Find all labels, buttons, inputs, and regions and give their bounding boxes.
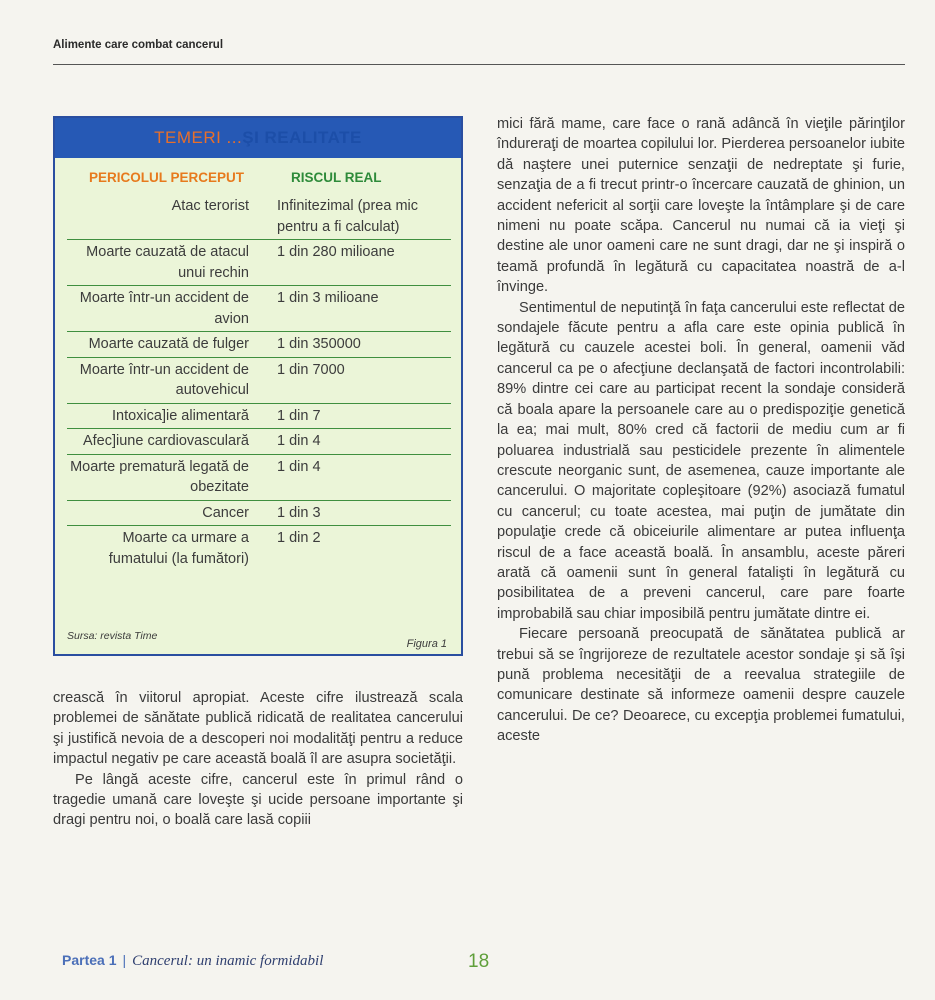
footer-separator: | (122, 952, 127, 968)
real-risk-cell: 1 din 4 (277, 433, 321, 449)
header-perceived-danger: PERICOLUL PERCEPUT (89, 170, 245, 185)
risk-row (67, 286, 451, 332)
header-real-risk: RISCUL REAL (291, 170, 382, 185)
running-header: Alimente care combat cancerul (53, 39, 224, 51)
perceived-danger-cell: Moarte ca urmare a fumatului (la fumători) (108, 530, 249, 567)
paragraph: Pe lângă aceste cifre, cancerul este în primul rând o tragedie umană care loveşte şi ucide persoane importante şi dragi pentru noi, o boală care lasă copiii (53, 771, 463, 829)
footer-part: Partea 1 (62, 952, 117, 968)
real-risk-cell: 1 din 3 (277, 504, 321, 521)
real-risk-cell: 1 din 7 (277, 407, 321, 424)
real-risk-cell: 1 din 4 (277, 458, 321, 475)
right-text-column (497, 114, 905, 747)
risk-row (67, 501, 451, 527)
perceived-danger-cell: Intoxica]ie alimentară (111, 407, 249, 424)
perceived-danger-cell: Moarte cauzată de atacul unui rechin (86, 244, 249, 281)
risk-row (67, 332, 451, 358)
real-risk-cell: Infinitezimal (prea mic pentru a fi calculat) (277, 198, 419, 235)
perceived-danger-cell: Cancer (202, 504, 249, 521)
real-risk-cell: 1 din 350000 (277, 336, 361, 352)
perceived-danger-cell: Moarte cauzată de fulger (88, 336, 249, 352)
risk-row (67, 429, 451, 455)
real-risk-cell: 1 din 3 milioane (277, 290, 379, 306)
perceived-danger-cell: Moarte într-un accident de avion (79, 290, 249, 327)
perceived-danger-cell: Atac terorist (171, 198, 249, 214)
header-divider (53, 64, 905, 65)
figure-source: Sursa: revista Time (67, 630, 158, 642)
banner-text-reality: ŞI REALITATE (242, 128, 362, 147)
risk-row (67, 526, 451, 571)
paragraph: Sentimentul de neputinţă în faţa cancerului este reflectat de sondajele făcute pentru a afla care este opinia publică în legătură cu cauzele acestei boli. În general, oamenii văd cancerul ca pe o afecţiune declanşată de factori incontrolabili: 89% dintre cei care au participat recent la sondaje consideră că boala apare la persoanele care au o predispoziţie genetică la ea; mai mult, 80% cred că factorii de mediu cum ar fi poluarea industrială sau pesticidele prezente în alimentele crescute neorganic sunt, de asemenea, cauze importante ale cancerului. O majoritate copleşitoare (92%) asociază fumatul cu cancerul; cu toate acestea, mai puţin de jumătate din populaţie crede că obiceiurile alimentare ar putea influenţa riscul de a face această boală. În ansamblu, aceste păreri arată că oamenii sunt în general fatalişti în legătură cu posibilitatea de a preveni cancerul, care pare foarte improbabilă sau chiar imposibilă pentru jumătate dintre ei. (497, 299, 905, 622)
figure-banner (55, 118, 461, 158)
risk-row (67, 455, 451, 501)
perceived-danger-cell: Moarte prematură legată de obezitate (70, 458, 249, 495)
risk-table (67, 194, 451, 571)
risk-row (67, 194, 451, 240)
risk-row (67, 358, 451, 404)
perceived-danger-cell: Moarte într-un accident de autovehicul (79, 361, 249, 398)
real-risk-cell: 1 din 2 (277, 530, 321, 546)
risk-row (67, 240, 451, 286)
page-number: 18 (468, 951, 490, 972)
risk-row (67, 404, 451, 430)
banner-text-fears: TEMERI ... (154, 128, 243, 147)
page-footer (62, 952, 323, 970)
paragraph: mici fără mame, care face o rană adâncă în vieţile părinţilor îndureraţi de moartea copilului lor. Pierderea persoanelor iubite dă naştere unei puternice senzaţii de nedreptate şi furie, senzaţia de a fi trecut printr-o încercare cauzată de ghinion, un accident nefericit al sorţii care loveşte la întâmplare şi de care nimeni nu poate scăpa. Cancerul nu numai că ia vieţi şi destine ale unor oameni care ne sunt dragi, dar ne şi inspiră o teamă profundă în legătură cu capacitatea noastră de a-l învinge. (497, 116, 905, 296)
risk-figure (53, 116, 463, 656)
perceived-danger-cell: Afec]iune cardiovasculară (82, 433, 249, 449)
paragraph: Fiecare persoană preocupată de sănătatea publică ar trebui să se îngrijoreze de rezultatele acestor sondaje şi să îşi pună problema necesităţii de a reevalua strategiile de comunicare destinate să informeze oamenii despre cauzele cancerului. De ce? Deoarece, cu excepţia problemei fumatului, aceste (497, 626, 905, 745)
figure-label: Figura 1 (406, 638, 447, 650)
footer-title: Cancerul: un inamic formidabil (132, 953, 324, 969)
figure-column-headers (55, 158, 461, 186)
paragraph: crească în viitorul apropiat. Aceste cifre ilustrează scala problemei de sănătate publică ridicată de realitatea cancerului şi justifică nevoia de a descoperi noi modalităţi pentru a reduce impactul negativ pe care această boală îl are asupra societăţii. (53, 690, 463, 768)
real-risk-cell: 1 din 280 milioane (277, 244, 395, 260)
left-text-column (53, 688, 463, 831)
real-risk-cell: 1 din 7000 (277, 361, 345, 378)
